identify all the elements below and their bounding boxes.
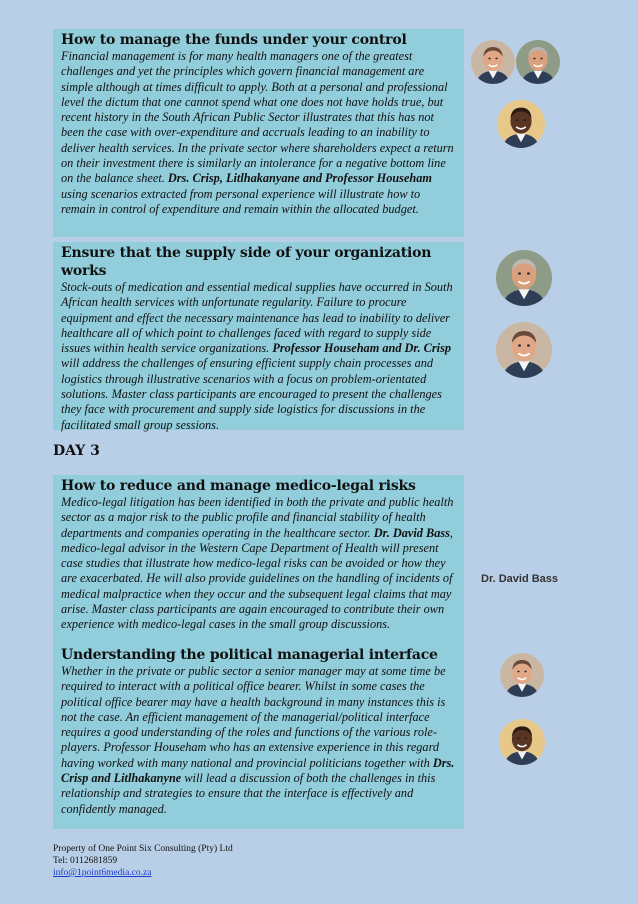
portrait-svg <box>496 250 552 306</box>
portrait-crisp-1 <box>471 40 515 84</box>
section-title: Understanding the political managerial interface <box>61 647 438 663</box>
photo-caption: Dr. David Bass <box>481 573 559 585</box>
footer-email[interactable]: info@1point6media.co.za <box>53 868 152 878</box>
section-political <box>53 644 464 829</box>
section-title: How to reduce and manage medico-legal risks <box>61 478 416 494</box>
footer-company: Property of One Point Six Consulting (Pty) Ltd <box>53 844 233 854</box>
portrait-svg <box>500 653 544 697</box>
portrait-svg <box>471 40 515 84</box>
section-body: Whether in the private or public sector a senior manager may at some time be required to interact with a political office bearer. Whilst in some cases the political office bearer may have a health background in many instances this is not the case. An efficient management of the managerial/political interface requires a good understanding of the roles and functions of the various role-players. Professor Househam who has an extensive experience in this regard having worked with many national and provincial politicians together with Drs. Crisp and Litlhakanyne will lead a discussion of both the challenges in this relationship and strategies to ensure that the interface is effectively and confidently managed. <box>61 664 455 816</box>
portrait-crisp-2 <box>496 322 552 378</box>
section-body: Stock-outs of medication and essential medical supplies have occurred in South African health services with unfortunate regularity. Failure to procure equipment and effect the necessary maintenance has lead to inability to deliver healthcare all of which point to challenges faced with regard to supply side issues within health service organizations. Professor Househam and Dr. Crisp will address the challenges of ensuring efficient supply chain processes and logistics through illustrative scenarios with a focus on problem-orientated solutions. Master class participants are encouraged to present the challenges they face with procurement and supply side logistics for discussions in the facilitated small group sessions. <box>61 280 453 432</box>
section-body: Financial management is for many health managers one of the greatest challenges and yet the principles which govern financial management are simple although at times difficult to apply. Both at a personal and professional level the dictum that one cannot spend what one does not have holds true, but recent history in the South African Public Sector illustrates that this has not been the case with over-expenditure and accruals leading to an inability to deliver health services. In the private sector where shareholders expect a return on their investment there is similarly an intolerance for a negative bottom line on the balance sheet. Drs. Crisp, Litlhakanyane and Professor Househam using scenarios extracted from personal experience will illustrate how to remain in control of expenditure and remain within the allocated budget. <box>61 49 454 216</box>
section-body: Medico-legal litigation has been identified in both the private and public health sector as a major risk to the public profile and financial stability of health departments and companies operating in the healthcare sector. Dr. David Bass, medico-legal advisor in the Western Cape Department of Health will present case studies that illustrate how medico-legal risks can be avoided or how they are exacerbated. He will also provide guidelines on the handling of incidents of medical malpractice when they occur and the subsequent legal claims that may arise. Master class participants are again encouraged to contribute their own experience with medico-legal cases in the small group discussions. <box>61 495 454 632</box>
portrait-househam-2 <box>496 250 552 306</box>
section-supply <box>53 242 464 430</box>
footer <box>53 843 233 879</box>
section-funds <box>53 29 464 237</box>
portrait-svg <box>497 100 545 148</box>
portrait-svg <box>496 322 552 378</box>
portrait-litlhakanyane-2 <box>499 719 545 765</box>
section-title: Ensure that the supply side of your organization works <box>61 245 432 279</box>
day-heading: DAY 3 <box>53 443 100 459</box>
section-medico-legal <box>53 475 464 647</box>
portrait-svg <box>516 40 560 84</box>
portrait-househam-1 <box>516 40 560 84</box>
portrait-crisp-3 <box>500 653 544 697</box>
footer-tel: Tel: 0112681859 <box>53 856 118 866</box>
portrait-svg <box>499 719 545 765</box>
portrait-litlhakanyane-1 <box>497 100 545 148</box>
section-title: How to manage the funds under your control <box>61 32 407 48</box>
